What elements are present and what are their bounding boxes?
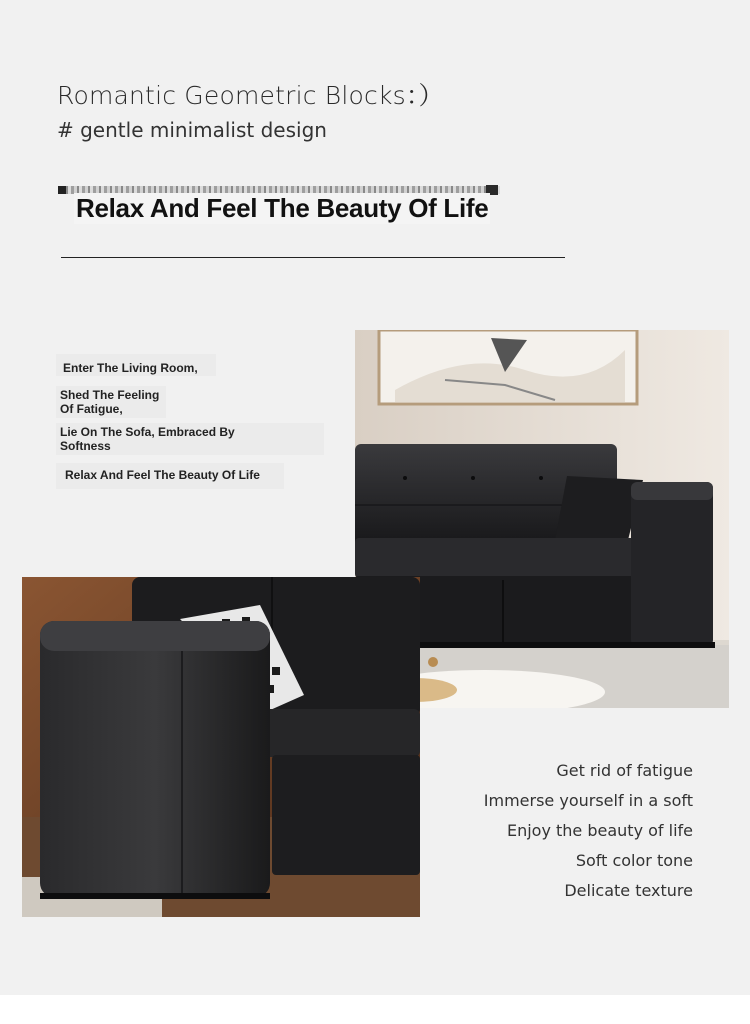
intro-line-2 bbox=[56, 386, 166, 418]
feature-item: Delicate texture bbox=[564, 881, 693, 900]
page-subtitle: # gentle minimalist design bbox=[57, 118, 327, 142]
intro-line-3 bbox=[56, 423, 324, 455]
intro-line-3-text: Lie On The Sofa, Embraced By Softness bbox=[60, 425, 235, 453]
headline: Relax And Feel The Beauty Of Life bbox=[76, 193, 489, 223]
bottom-band bbox=[0, 995, 750, 1024]
feature-item: Immerse yourself in a soft bbox=[483, 791, 693, 810]
divider-line bbox=[61, 257, 565, 258]
page-title: Romantic Geometric Blocks：） bbox=[57, 81, 444, 110]
intro-line-1 bbox=[56, 354, 216, 376]
intro-line-4-text: Relax And Feel The Beauty Of Life bbox=[65, 468, 260, 482]
feature-list bbox=[484, 760, 693, 910]
intro-line-4 bbox=[56, 463, 284, 489]
feature-item: Enjoy the beauty of life bbox=[506, 821, 693, 840]
feature-item: Soft color tone bbox=[575, 851, 693, 870]
intro-line-2-text: Shed The Feeling Of Fatigue, bbox=[60, 388, 160, 416]
armrest-illustration-icon bbox=[22, 577, 420, 917]
sofa-photo-armrest-closeup bbox=[22, 577, 420, 917]
intro-line-1-text: Enter The Living Room, bbox=[63, 361, 198, 375]
brush-dot-left bbox=[58, 186, 66, 194]
feature-item: Get rid of fatigue bbox=[556, 761, 693, 780]
